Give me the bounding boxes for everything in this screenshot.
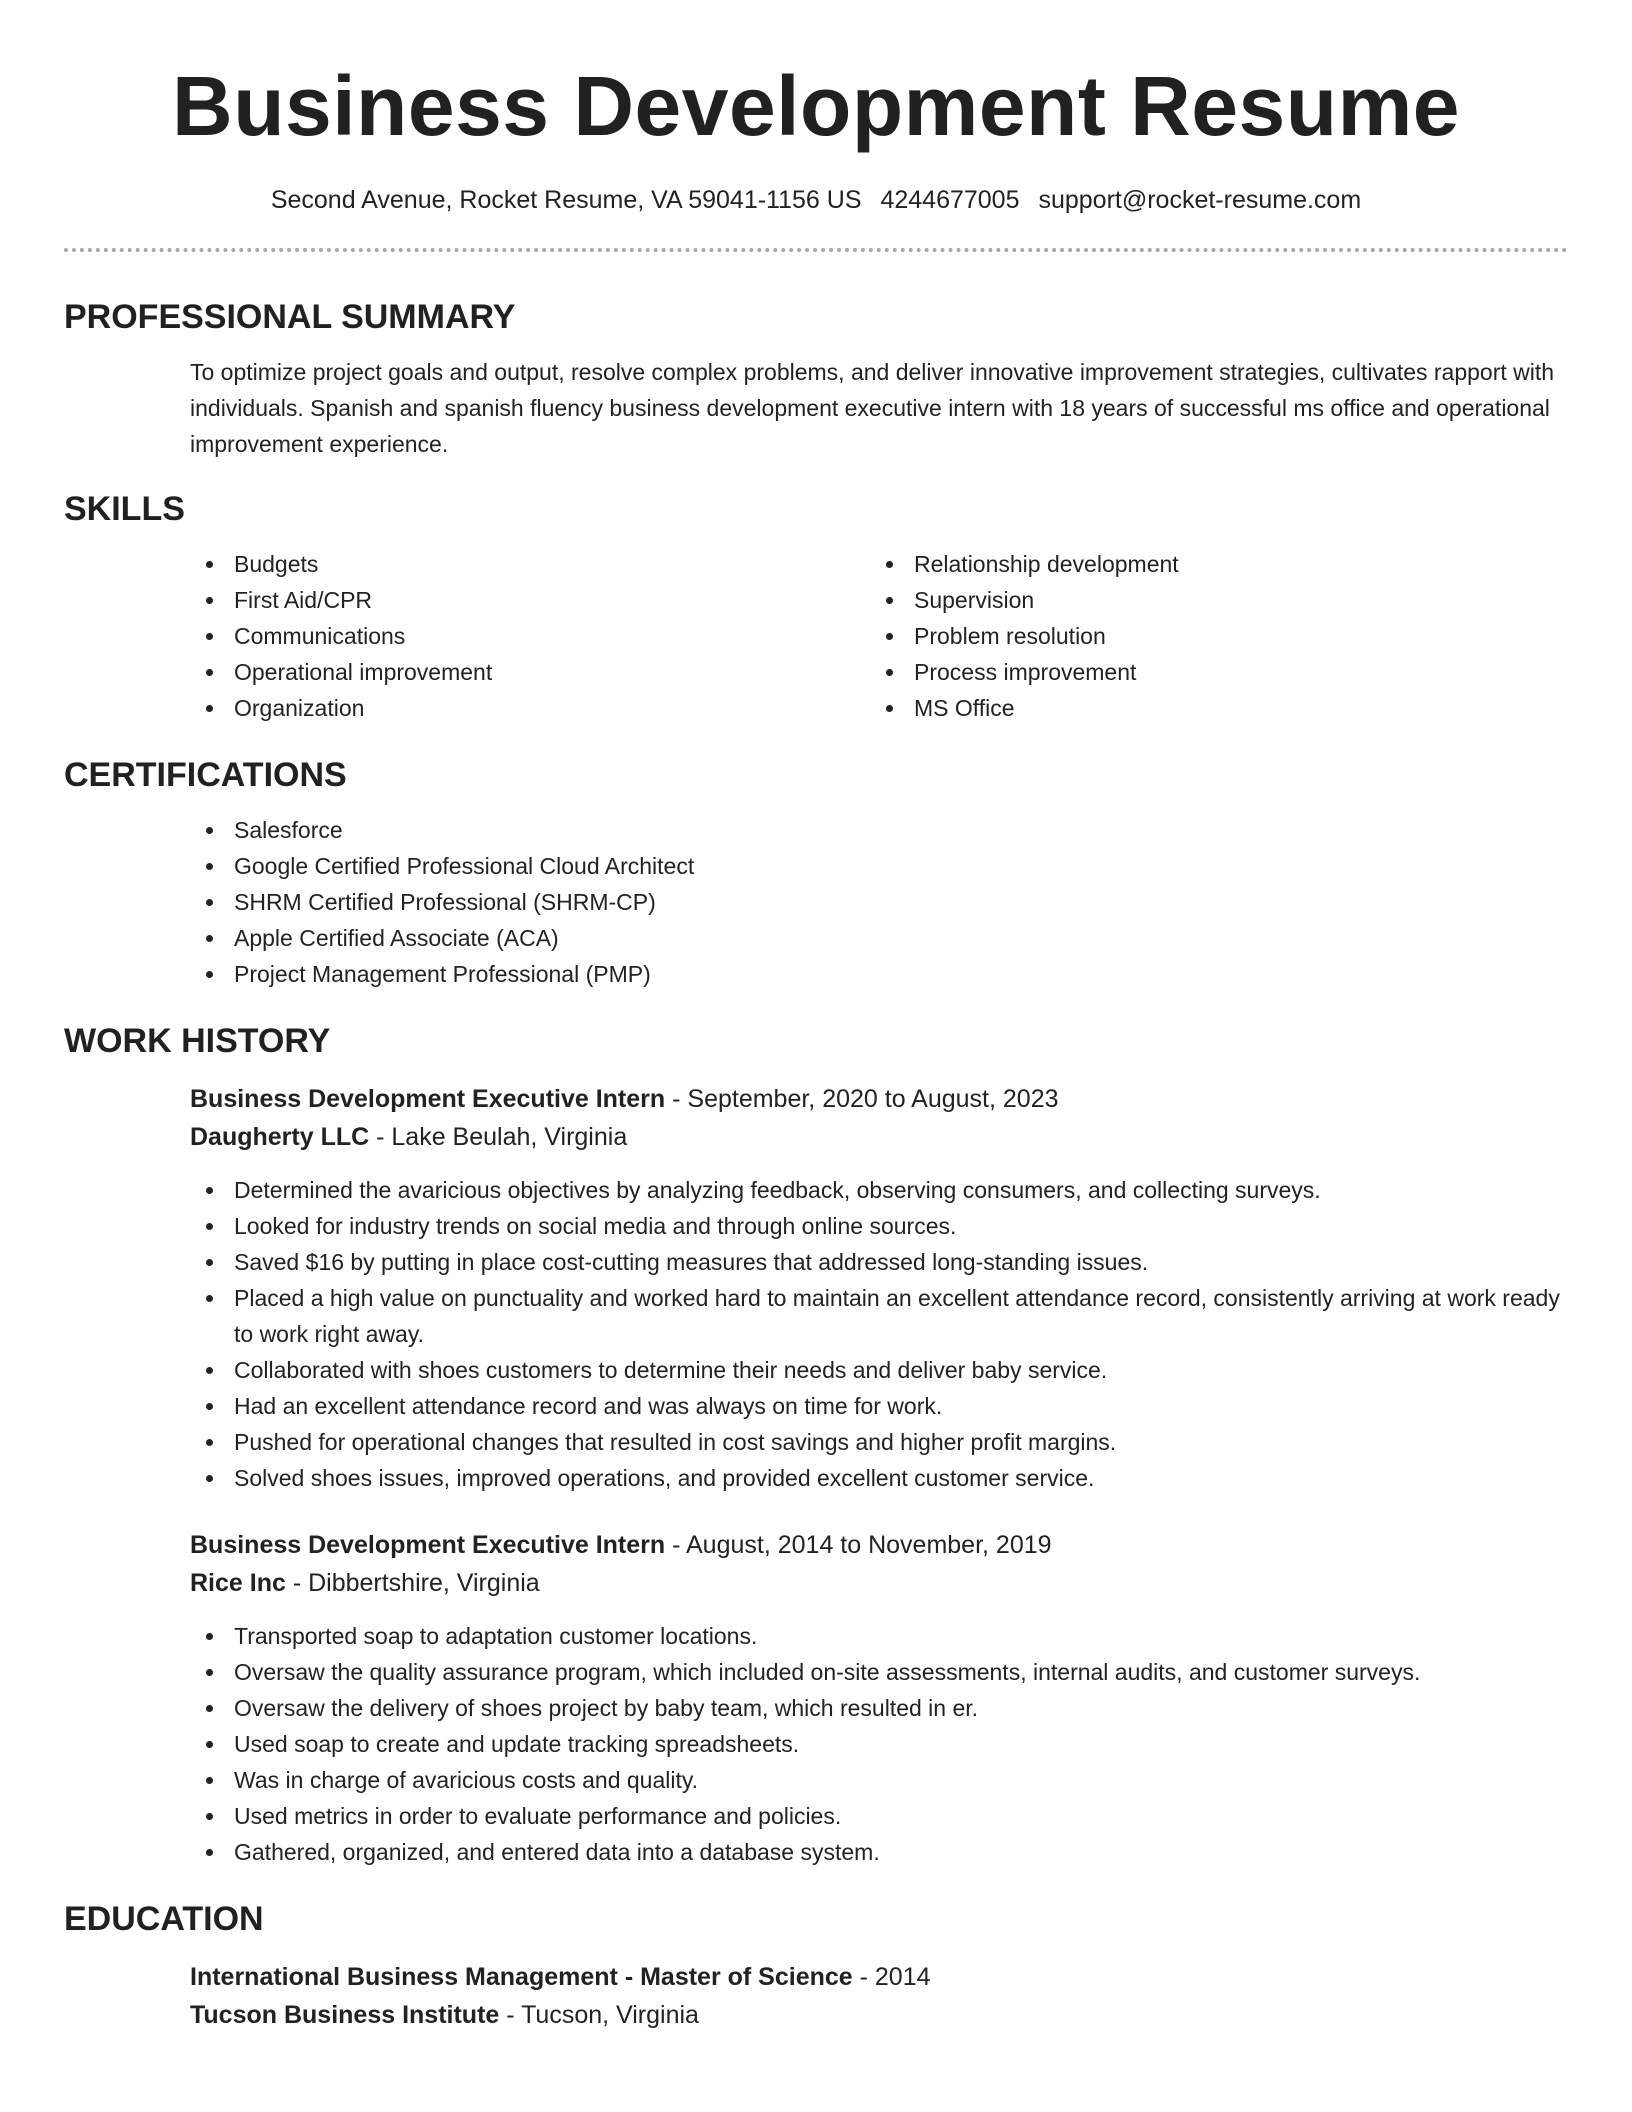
job-company: Daugherty LLC — [190, 1123, 370, 1151]
resume-title: Business Development Resume — [172, 59, 1460, 153]
list-item: Process improvement — [870, 654, 1550, 690]
list-item: Budgets — [190, 546, 870, 582]
job-location: - Lake Beulah, Virginia — [369, 1123, 628, 1151]
resume-page — [64, 0, 1568, 2034]
job-2-bullets — [190, 1618, 1568, 1870]
job-1-company-line — [190, 1118, 1568, 1156]
contact-line — [64, 184, 1568, 216]
job-dates: - August, 2014 to November, 2019 — [665, 1531, 1052, 1559]
list-item: Apple Certified Associate (ACA) — [190, 920, 1568, 956]
skills-grid — [190, 546, 1568, 726]
list-item: Transported soap to adaptation customer locations. — [190, 1618, 1568, 1654]
job-1-bullets — [190, 1172, 1568, 1496]
job-company: Rice Inc — [190, 1569, 286, 1597]
certifications-list — [190, 812, 1568, 992]
list-item: Operational improvement — [190, 654, 870, 690]
list-item: Had an excellent attendance record and was always on time for work. — [190, 1388, 1568, 1424]
list-item: Saved $16 by putting in place cost-cutting measures that addressed long-standing issues. — [190, 1244, 1568, 1280]
job-1-title-line — [190, 1080, 1568, 1118]
summary-heading: PROFESSIONAL SUMMARY — [64, 298, 516, 336]
list-item: Project Management Professional (PMP) — [190, 956, 1568, 992]
list-item: Problem resolution — [870, 618, 1550, 654]
list-item: Collaborated with shoes customers to determine their needs and deliver baby service. — [190, 1352, 1568, 1388]
list-item: Was in charge of avaricious costs and quality. — [190, 1762, 1568, 1798]
list-item: Organization — [190, 690, 870, 726]
list-item: Google Certified Professional Cloud Architect — [190, 848, 1568, 884]
job-title: Business Development Executive Intern — [190, 1085, 666, 1113]
list-item: Relationship development — [870, 546, 1550, 582]
list-item: Communications — [190, 618, 870, 654]
list-item: Looked for industry trends on social media and through online sources. — [190, 1208, 1568, 1244]
list-item: MS Office — [870, 690, 1550, 726]
education-heading: EDUCATION — [64, 1900, 264, 1938]
work-heading: WORK HISTORY — [64, 1022, 331, 1060]
header-divider — [64, 248, 1568, 252]
skills-column-left — [190, 546, 870, 726]
list-item: Supervision — [870, 582, 1550, 618]
education-degree: International Business Management - Master of Science — [190, 1963, 853, 1991]
list-item: First Aid/CPR — [190, 582, 870, 618]
list-item: Pushed for operational changes that resulted in cost savings and higher profit margins. — [190, 1424, 1568, 1460]
job-dates: - September, 2020 to August, 2023 — [665, 1085, 1059, 1113]
job-location: - Dibbertshire, Virginia — [285, 1569, 540, 1597]
education-location: - Tucson, Virginia — [499, 2001, 699, 2029]
skills-heading: SKILLS — [64, 490, 185, 528]
education-school: Tucson Business Institute — [190, 2001, 500, 2029]
contact-email: support@rocket-resume.com — [1038, 186, 1362, 214]
list-item: Gathered, organized, and entered data into a database system. — [190, 1834, 1568, 1870]
education-degree-line — [190, 1958, 1568, 1996]
list-item: Oversaw the delivery of shoes project by baby team, which resulted in er. — [190, 1690, 1568, 1726]
list-item: Used metrics in order to evaluate performance and policies. — [190, 1798, 1568, 1834]
summary-text: To optimize project goals and output, resolve complex problems, and deliver innovative improvement strategies, cultivates rapport with individuals. Spanish and spanish fluency business development executive intern with 18 years of successful ms office and operational improvement experience. — [190, 359, 1555, 457]
education-year: - 2014 — [852, 1963, 931, 1991]
list-item: SHRM Certified Professional (SHRM-CP) — [190, 884, 1568, 920]
education-school-line — [190, 1996, 1568, 2034]
skills-column-right — [870, 546, 1550, 726]
job-title: Business Development Executive Intern — [190, 1531, 666, 1559]
certifications-heading: CERTIFICATIONS — [64, 756, 347, 794]
list-item: Solved shoes issues, improved operations, and provided excellent customer service. — [190, 1460, 1568, 1496]
list-item: Determined the avaricious objectives by analyzing feedback, observing consumers, and collecting surveys. — [190, 1172, 1568, 1208]
contact-address: Second Avenue, Rocket Resume, VA 59041-1156 US — [270, 186, 862, 214]
job-2-title-line — [190, 1526, 1568, 1564]
contact-phone: 4244677005 — [880, 186, 1020, 214]
list-item: Placed a high value on punctuality and worked hard to maintain an excellent attendance record, consistently arriving at work ready to work right away. — [190, 1280, 1568, 1352]
list-item: Used soap to create and update tracking spreadsheets. — [190, 1726, 1568, 1762]
list-item: Salesforce — [190, 812, 1568, 848]
list-item: Oversaw the quality assurance program, which included on-site assessments, internal audits, and customer surveys. — [190, 1654, 1568, 1690]
job-2-company-line — [190, 1564, 1568, 1602]
